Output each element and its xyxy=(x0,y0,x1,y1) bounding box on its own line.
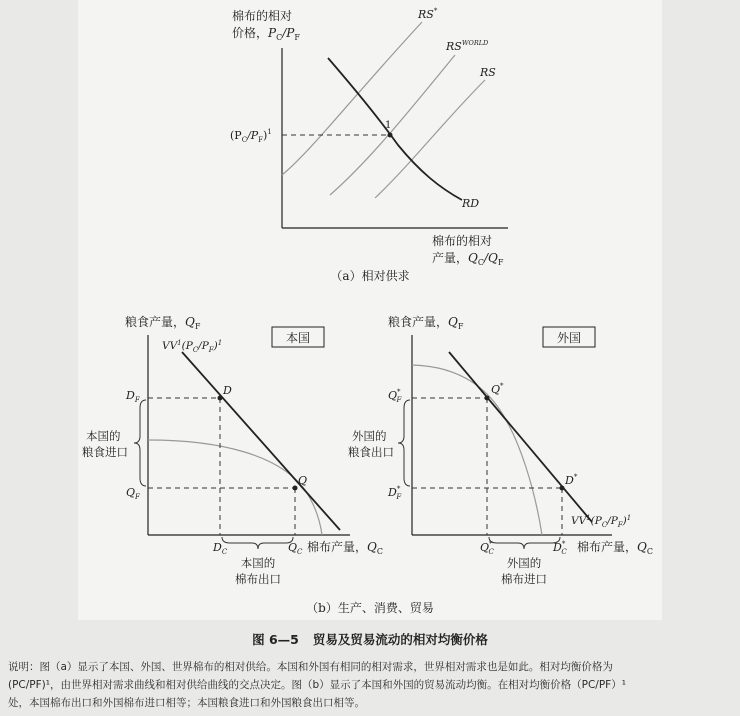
home-export-line1: 本国的 xyxy=(240,556,276,570)
foreign-xlabel: 棉布产量，$Q_C$ xyxy=(577,540,653,556)
foreign-qf-label: Q* F xyxy=(388,388,402,404)
equilibrium-label-1: 1 xyxy=(385,120,392,131)
home-point-d xyxy=(218,396,223,401)
foreign-title: 外国 xyxy=(556,331,582,345)
home-point-d-label: D xyxy=(223,384,232,397)
top-xlabel-line1: 棉布的相对 xyxy=(432,234,493,248)
foreign-import-line2: 棉布进口 xyxy=(501,572,547,586)
home-qc-label: $Q_C$ xyxy=(288,541,303,556)
home-point-q-label: Q xyxy=(298,474,308,487)
home-import-line2: 粮食进口 xyxy=(82,445,128,459)
home-import-line1: 本国的 xyxy=(86,429,121,443)
foreign-ppf-curve xyxy=(412,365,542,535)
top-price-label: $(P_C/P_F)^1$ xyxy=(230,128,272,144)
note-line-3: 处，本国棉布出口和外国棉布进口相等；本国粮食进口和外国粮食出口相等。 xyxy=(8,697,365,709)
caption-b: （b）生产、消费、贸易 xyxy=(306,601,434,615)
rs-world-label: $RS^{WORLD}$ xyxy=(446,39,489,53)
foreign-point-q-label: Q* xyxy=(491,382,504,396)
figure-title-text: 贸易及贸易流动的相对均衡价格 xyxy=(312,632,488,647)
foreign-ylabel: 粮食产量，$Q_F$ xyxy=(388,315,464,331)
rs-label: RS xyxy=(480,66,496,79)
foreign-export-line2: 粮食出口 xyxy=(348,445,394,459)
home-vv-label: $VV^1(P_C/P_F)^1$ xyxy=(162,339,223,354)
foreign-point-q xyxy=(485,396,490,401)
rs-curve xyxy=(375,80,485,198)
foreign-point-d xyxy=(560,486,565,491)
rs-world-curve xyxy=(330,55,455,195)
rs-star-curve xyxy=(282,22,422,175)
foreign-export-brace xyxy=(398,400,410,486)
home-import-brace xyxy=(134,400,146,486)
home-qf-label: $Q_F$ xyxy=(126,486,140,501)
top-xlabel-line2: 产量，$Q_C/Q_F$ xyxy=(432,251,504,267)
foreign-point-d-label: D* xyxy=(565,473,578,487)
equilibrium-point-1 xyxy=(388,133,393,138)
home-export-line2: 棉布出口 xyxy=(235,572,281,586)
top-ylabel-line2: 价格，$P_C/P_F$ xyxy=(232,26,300,42)
foreign-vv-line xyxy=(449,352,592,522)
home-export-brace xyxy=(222,537,293,549)
figure-number: 图 6—5 xyxy=(252,632,299,647)
home-dc-label: $D_C$ xyxy=(213,541,228,556)
foreign-import-line1: 外国的 xyxy=(506,556,542,570)
home-country-chart xyxy=(82,314,383,586)
note-line-1: 说明：图（a）显示了本国、外国、世界棉布的相对供给。本国和外国有相同的相对需求，世界相对需求也是如此。相对均衡价格为 xyxy=(8,661,613,673)
foreign-qc-label: Q* C xyxy=(480,540,494,556)
rd-label: RD xyxy=(462,197,480,210)
figure-title xyxy=(0,630,740,648)
foreign-vv-label: $VV^1(P_C/P_F)^1$ xyxy=(571,514,632,529)
home-df-label: $D_F$ xyxy=(126,389,140,404)
note-line-2: (PC/PF)¹，由世界相对需求曲线和相对供给曲线的交点决定。图（b）显示了本国和外国的贸易流动均衡。在相对均衡价格（PC/PF）¹ xyxy=(8,679,626,691)
foreign-export-line1: 外国的 xyxy=(352,429,387,443)
foreign-dc-label: D* C xyxy=(553,540,567,556)
rs-star-label: RS* xyxy=(418,7,438,21)
figure-note xyxy=(8,658,734,712)
foreign-import-brace xyxy=(489,537,560,549)
top-ylabel-line1: 棉布的相对 xyxy=(232,9,293,23)
foreign-country-chart xyxy=(348,314,653,586)
relative-supply-demand-chart xyxy=(230,7,508,283)
home-ylabel: 粮食产量，$Q_F$ xyxy=(125,315,201,331)
home-point-q xyxy=(293,486,298,491)
home-xlabel: 棉布产量，$Q_C$ xyxy=(307,540,383,556)
home-title: 本国 xyxy=(285,331,311,345)
foreign-df-label: D* F xyxy=(388,485,402,501)
home-vv-line xyxy=(182,352,340,530)
caption-a: （a）相对供求 xyxy=(330,269,410,283)
